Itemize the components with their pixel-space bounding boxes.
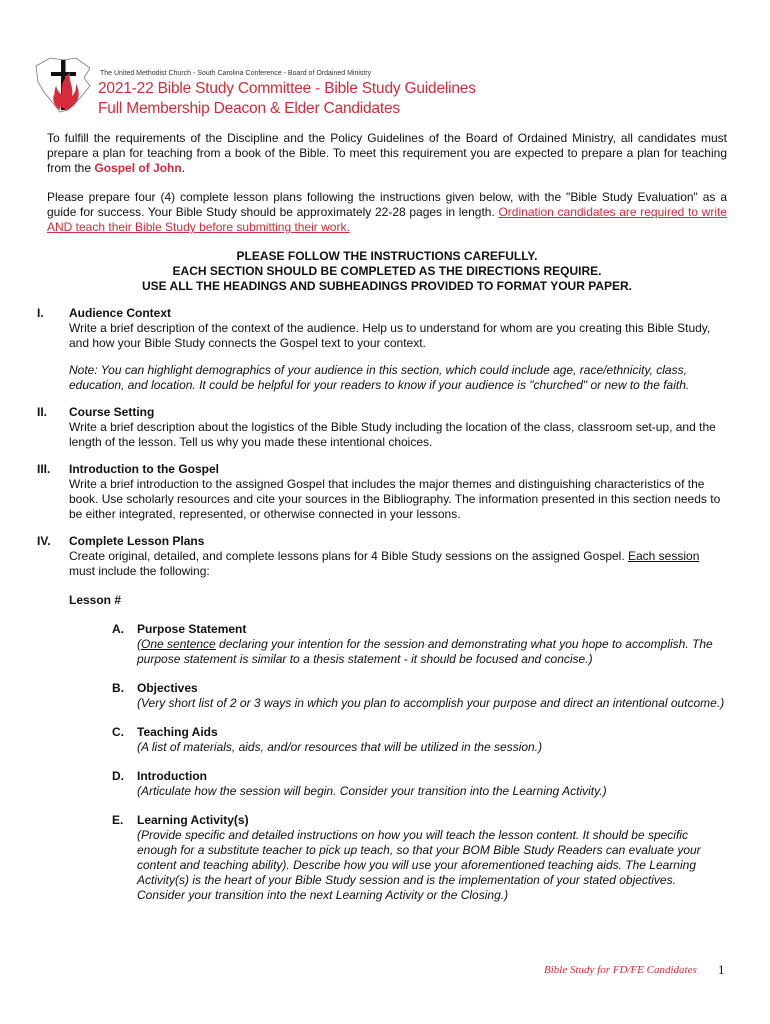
section-text: Write a brief description about the logistics of the Bible Study including the location of the class, classroom set-up, and the length of the lesson. Tell us why you made these intentional choices. <box>69 420 716 449</box>
subsection-heading: Learning Activity(s) <box>137 813 249 827</box>
intro-text: To fulfill the requirements of the Discipline and the Policy Guidelines of the Board of Ordained Ministry, all candidates must prepare a plan for teaching from a book of the Bible. To meet this requirement you are expected to prepare a plan for teaching from the <box>47 131 727 175</box>
subsection-letter: B. <box>112 681 124 695</box>
intro-paragraph-1 <box>47 131 727 176</box>
section-number: I. <box>37 306 44 320</box>
intro-paragraph-2 <box>47 190 727 235</box>
instructions-line: USE ALL THE HEADINGS AND SUBHEADINGS PROVIDED TO FORMAT YOUR PAPER. <box>141 279 633 293</box>
desc-open: ( <box>137 637 141 651</box>
text-start: Create original, detailed, and complete lessons plans for 4 Bible Study sessions on the assigned Gospel. <box>69 549 628 563</box>
section-audience-context <box>37 306 727 393</box>
instructions-line: EACH SECTION SHOULD BE COMPLETED AS THE DIRECTIONS REQUIRE. <box>172 264 602 278</box>
section-introduction-gospel <box>37 462 727 522</box>
section-lesson-plans <box>37 534 727 579</box>
intro-end: . <box>181 161 186 175</box>
section-heading: Introduction to the Gospel <box>69 462 219 476</box>
subsection-letter: D. <box>112 769 124 783</box>
section-course-setting <box>37 405 727 450</box>
subsection-description: (Provide specific and detailed instructions on how you will teach the lesson content. It should be specific enough for a substitute teacher to pick up teach, so that your BOM Bible Study Readers can evaluate your content and teaching ability). Describe how you will use your aforementioned teaching aids. The Learning Activity(s) is the heart of your Bible Study session and is the implementation of your stated objectives. Consider your transition into the next Learning Activity or the Closing.) <box>137 828 701 902</box>
text-end: must include the following: <box>69 564 210 578</box>
subsection-heading: Teaching Aids <box>137 725 218 739</box>
desc-rest: declaring your intention for the session and demonstrating what you hope to accomplish. The purpose statement is similar to a thesis statement - it should be focused and concise.) <box>137 637 713 666</box>
subsection-description: (Articulate how the session will begin. Consider your transition into the Learning Activity.) <box>137 784 607 798</box>
each-session-underlined: Each session <box>628 549 700 563</box>
document-subtitle: Full Membership Deacon & Elder Candidates <box>98 100 400 117</box>
document-header <box>30 52 730 122</box>
subsection-heading: Purpose Statement <box>137 622 247 636</box>
intro-text-2: Please prepare four (4) complete lesson plans following the instructions given below, with the "Bible Study Evaluation" as a guide for success. Your Bible Study should be approximately 22-28 pages in length. <box>47 190 727 219</box>
document-title: 2021-22 Bible Study Committee - Bible Study Guidelines <box>98 80 476 97</box>
page-number: 1 <box>718 962 725 977</box>
ordination-requirement: Ordination candidates are required to write AND teach their Bible Study before submitting their work. <box>47 205 727 234</box>
section-heading: Course Setting <box>69 405 155 419</box>
lesson-label: Lesson # <box>69 593 122 607</box>
subsection-objectives <box>47 681 727 711</box>
section-heading: Complete Lesson Plans <box>69 534 205 548</box>
gospel-highlight: Gospel of John <box>94 161 182 175</box>
subsection-letter: C. <box>112 725 124 739</box>
footer-label: Bible Study for FD/FE Candidates <box>544 964 697 976</box>
section-number: III. <box>37 462 51 476</box>
section-note: Note: You can highlight demographics of your audience in this section, which could include age, race/ethnicity, class, education, and location. It could be helpful for your readers to know if your audience is "churched" or new to the faith. <box>69 363 690 392</box>
section-number: IV. <box>37 534 51 548</box>
instructions-block <box>47 249 727 294</box>
subsection-letter: A. <box>112 622 124 636</box>
subsection-purpose-statement <box>47 622 727 667</box>
subsection-description: (Very short list of 2 or 3 ways in which you plan to accomplish your purpose and direct an intentional outcome.) <box>137 696 725 710</box>
section-text: Write a brief introduction to the assigned Gospel that includes the major themes and distinguishing characteristics of the book. Use scholarly resources and cite your sources in the Bibliography. The information presented in this section needs to be either integrated, represented, or otherwise connected in your lessons. <box>69 477 721 521</box>
subsection-description: (A list of materials, aids, and/or resources that will be utilized in the session.) <box>137 740 543 754</box>
subsection-learning-activity <box>47 813 727 903</box>
section-number: II. <box>37 405 48 419</box>
subsection-description <box>137 637 727 667</box>
organization-line: The United Methodist Church - South Carolina Conference - Board of Ordained Ministry <box>100 70 372 77</box>
subsection-letter: E. <box>112 813 124 827</box>
section-text <box>69 549 727 579</box>
subsection-introduction <box>47 769 727 799</box>
subsection-heading: Objectives <box>137 681 198 695</box>
document-body <box>37 131 727 903</box>
subsection-teaching-aids <box>47 725 727 755</box>
section-heading: Audience Context <box>69 306 172 320</box>
instructions-line: PLEASE FOLLOW THE INSTRUCTIONS CAREFULLY. <box>236 249 538 263</box>
subsection-heading: Introduction <box>137 769 207 783</box>
section-text: Write a brief description of the context of the audience. Help us to understand for whom are you creating this Bible Study, and how your Bible Study connects the Gospel text to your context. <box>69 321 711 350</box>
cross-and-flame-logo <box>30 52 100 118</box>
one-sentence-underlined: One sentence <box>141 637 216 651</box>
